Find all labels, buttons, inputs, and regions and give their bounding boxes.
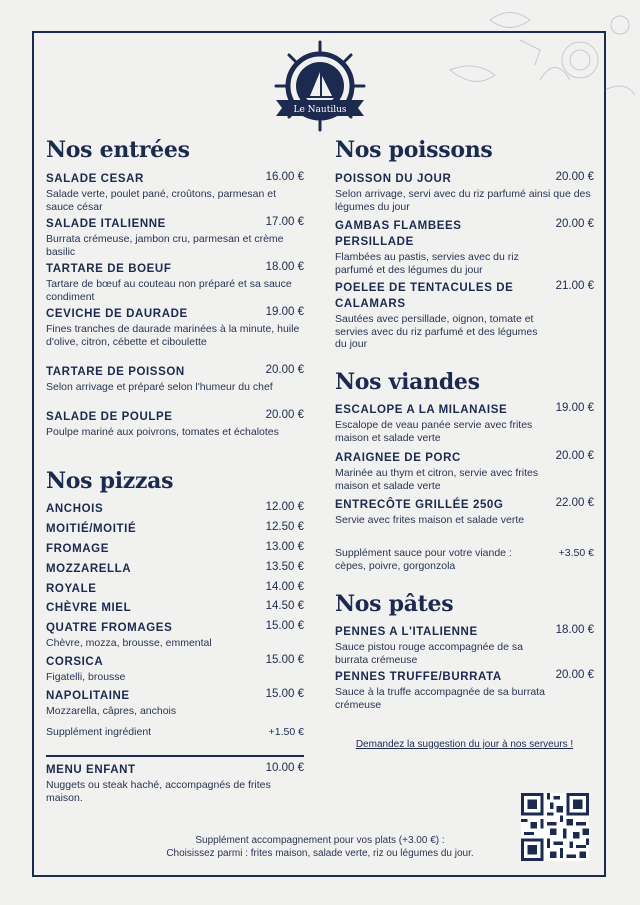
logo-text: Le Nautilus — [293, 105, 347, 115]
menu-item — [46, 561, 304, 577]
divider — [46, 755, 304, 757]
dish-name: ANCHOIS — [46, 503, 104, 515]
dish-description: Burrata crémeuse, jambon cru, parmesan et crème basilic — [46, 233, 284, 258]
dish-description: Figatelli, brousse — [46, 671, 126, 683]
dish-description: Sauce pistou rouge accompagnée de sa burrata crémeuse — [335, 641, 523, 666]
dish-description: Escalope de veau panée servie avec frites maison et salade verte — [335, 419, 533, 444]
footer-line: Choisissez parmi : frites maison, salade verte, riz ou légumes du jour. — [166, 847, 474, 859]
dish-name: GAMBAS FLAMBEES PERSILLADE — [335, 220, 462, 248]
dish-price: 14.50 € — [265, 600, 304, 612]
menu-item — [46, 688, 304, 718]
menu-item — [46, 600, 304, 616]
dish-price: 12.50 € — [265, 521, 304, 533]
dish-description: Selon arrivage, servi avec du riz parfumé ainsi que des légumes du jour — [335, 188, 591, 213]
supplement-label: Supplément sauce pour votre viande : cèpes, poivre, gorgonzola — [335, 547, 512, 572]
dish-name: MOZZARELLA — [46, 563, 132, 575]
dish-price: 17.00 € — [265, 216, 304, 228]
dish-description: Poulpe mariné aux poivrons, tomates et échalotes — [46, 426, 279, 438]
section-title-entrees: Nos entrées — [46, 137, 190, 163]
dish-price: 20.00 € — [555, 669, 594, 681]
menu-item — [335, 497, 594, 527]
menu-item — [46, 501, 304, 517]
dish-name: CHÈVRE MIEL — [46, 602, 132, 614]
section-title-pizzas: Nos pizzas — [46, 468, 174, 494]
menu-item — [46, 171, 304, 213]
menu-item — [46, 306, 304, 348]
dish-description: Selon arrivage et préparé selon l'humeur du chef — [46, 381, 273, 393]
dish-price: 19.00 € — [265, 306, 304, 318]
dish-name: PENNES TRUFFE/BURRATA — [335, 671, 502, 683]
section-title-viandes: Nos viandes — [335, 369, 480, 395]
dish-description: Marinée au thym et citron, servie avec frites maison et salade verte — [335, 467, 539, 492]
dish-price: 22.00 € — [555, 497, 594, 509]
dish-description: Mozzarella, câpres, anchois — [46, 705, 177, 717]
menu-item — [46, 541, 304, 557]
dish-name: SALADE ITALIENNE — [46, 218, 166, 230]
dish-name: CEVICHE DE DAURADE — [46, 308, 188, 320]
dish-description: Chèvre, mozza, brousse, emmental — [46, 637, 212, 649]
dish-name: MENU ENFANT — [46, 764, 136, 776]
dish-description: Fines tranches de daurade marinées à la minute, huile d'olive, citron, cébette et ciboulette — [46, 323, 300, 348]
menu-item — [46, 364, 304, 394]
menu-item — [335, 218, 594, 276]
supplement-price: +3.50 € — [558, 547, 594, 559]
dish-price: 21.00 € — [555, 280, 594, 292]
section-title-poissons: Nos poissons — [335, 137, 493, 163]
supplement-price: +1.50 € — [268, 726, 304, 738]
menu-item — [46, 620, 304, 650]
dish-price: 15.00 € — [265, 654, 304, 666]
dish-description: Salade verte, poulet pané, croûtons, parmesan et sauce césar — [46, 188, 276, 213]
menu-item — [335, 280, 594, 351]
kids-menu — [46, 762, 304, 804]
menu-item — [335, 402, 594, 444]
dish-price: 20.00 € — [265, 409, 304, 421]
dish-price: 13.00 € — [265, 541, 304, 553]
dish-price: 12.00 € — [265, 501, 304, 513]
dish-name: POELEE DE TENTACULES DE CALAMARS — [335, 282, 514, 310]
pizza-supplement — [46, 726, 304, 739]
dish-price: 18.00 € — [555, 624, 594, 636]
menu-item — [46, 654, 304, 684]
dish-name: CORSICA — [46, 656, 104, 668]
menu-item — [46, 261, 304, 303]
suggestion-link[interactable]: Demandez la suggestion du jour à nos serveurs ! — [355, 739, 574, 750]
dish-price: 10.00 € — [265, 762, 304, 774]
dish-name: POISSON DU JOUR — [335, 173, 452, 185]
menu-item — [335, 171, 594, 213]
menu-item — [46, 521, 304, 537]
dish-name: ROYALE — [46, 583, 97, 595]
meat-sauce-supplement — [335, 547, 594, 572]
menu-item — [46, 581, 304, 597]
dish-description: Servie avec frites maison et salade verte — [335, 514, 525, 526]
supplement-label: Supplément ingrédient — [46, 726, 152, 738]
dish-name: FROMAGE — [46, 543, 109, 555]
dish-price: 14.00 € — [265, 581, 304, 593]
section-title-pates: Nos pâtes — [335, 591, 454, 617]
dish-price: 16.00 € — [265, 171, 304, 183]
dish-price: 20.00 € — [555, 171, 594, 183]
footer-line: Supplément accompagnement pour vos plats (+3.00 €) : — [195, 835, 445, 846]
le-nautilus-logo — [272, 38, 368, 134]
dish-description: Flambées au pastis, servies avec du riz parfumé et des légumes du jour — [335, 251, 519, 276]
dish-name: ESCALOPE A LA MILANAISE — [335, 404, 508, 416]
menu-item — [335, 624, 594, 666]
dish-name: NAPOLITAINE — [46, 690, 130, 702]
dish-name: PENNES A L'ITALIENNE — [335, 626, 478, 638]
dish-name: TARTARE DE BOEUF — [46, 263, 172, 275]
dish-name: SALADE DE POULPE — [46, 411, 173, 423]
dish-description: Sauce à la truffe accompagnée de sa burrata crémeuse — [335, 686, 545, 711]
dish-price: 15.00 € — [265, 620, 304, 632]
dish-price: 18.00 € — [265, 261, 304, 273]
dish-name: ENTRECÔTE GRILLÉE 250G — [335, 499, 504, 511]
menu-item — [46, 216, 304, 258]
dish-description: Nuggets ou steak haché, accompagnés de frites maison. — [46, 779, 271, 804]
dish-price: 13.50 € — [265, 561, 304, 573]
dish-description: Tartare de bœuf au couteau non préparé et sa sauce condiment — [46, 278, 292, 303]
dish-price: 20.00 € — [265, 364, 304, 376]
menu-item — [335, 669, 594, 711]
dish-price: 20.00 € — [555, 218, 594, 230]
dish-price: 20.00 € — [555, 450, 594, 462]
menu-item — [46, 409, 304, 439]
menu-item — [335, 450, 594, 492]
dish-name: SALADE CESAR — [46, 173, 144, 185]
dish-name: QUATRE FROMAGES — [46, 622, 173, 634]
dish-price: 15.00 € — [265, 688, 304, 700]
dish-description: Sautées avec persillade, oignon, tomate et servies avec du riz parfumé et des légumes du jour — [335, 313, 538, 350]
dish-price: 19.00 € — [555, 402, 594, 414]
seafood-sketch-illustration — [430, 0, 640, 110]
dish-name: TARTARE DE POISSON — [46, 366, 185, 378]
dish-name: ARAIGNEE DE PORC — [335, 452, 461, 464]
footer-note — [140, 835, 500, 860]
qr-code[interactable] — [521, 793, 589, 861]
dish-name: MOITIÉ/MOITIÉ — [46, 523, 137, 535]
